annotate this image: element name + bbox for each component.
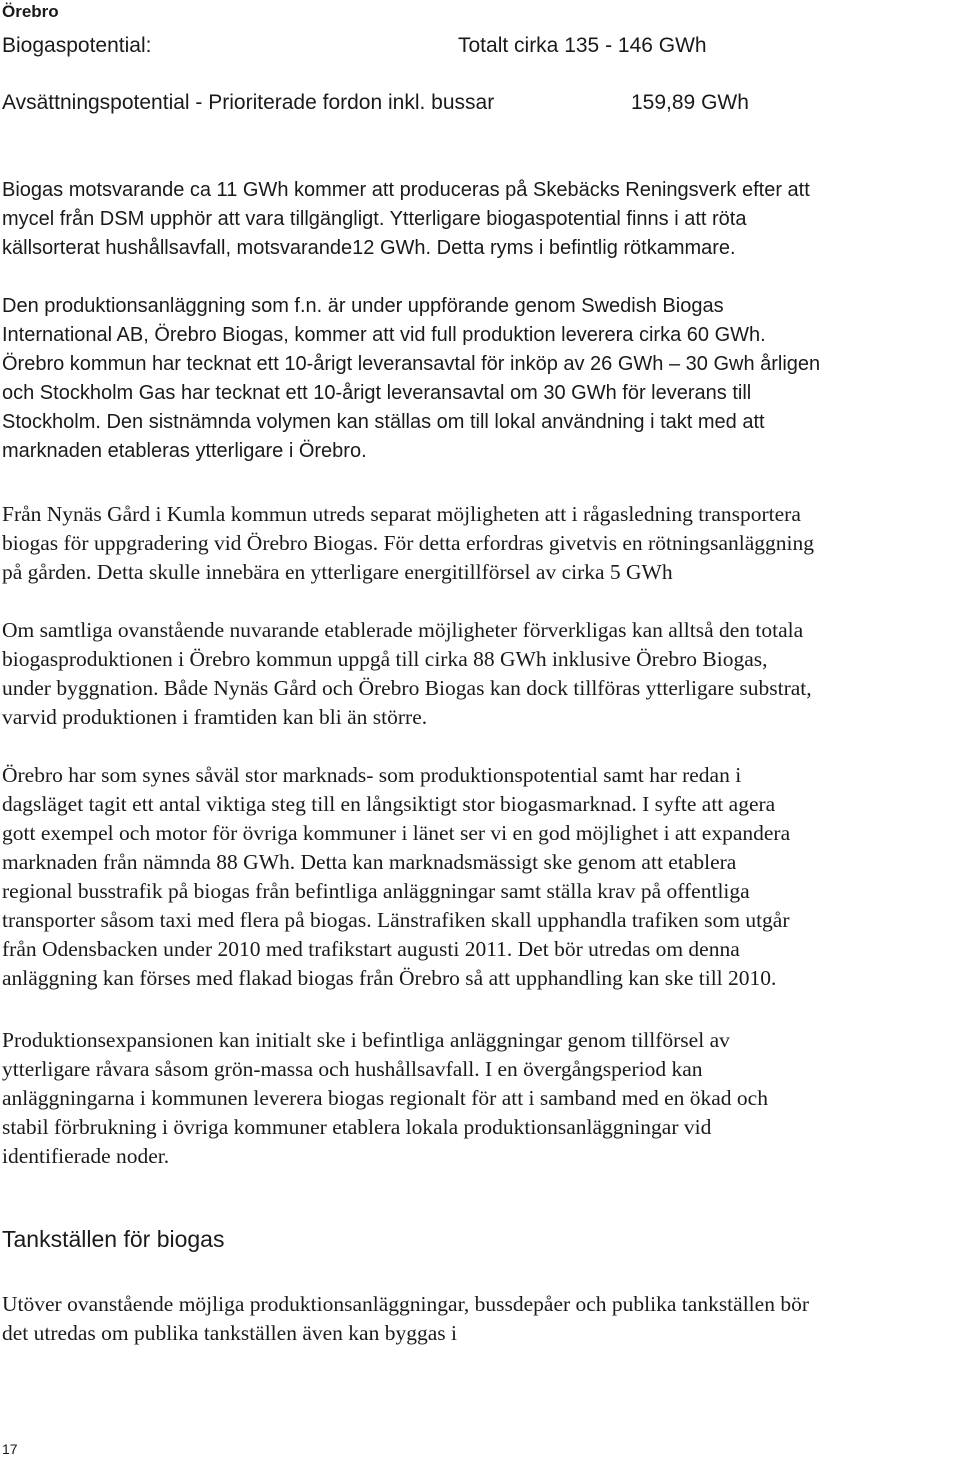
text-line: transporter såsom taxi med flera på biogas. Länstrafiken skall upphandla trafiken som utgår xyxy=(2,908,790,932)
text-line: marknaden från nämnda 88 GWh. Detta kan marknadsmässigt ske genom att etablera xyxy=(2,850,737,874)
text-line: regional busstrafik på biogas från befintliga anläggningar samt ställa krav på offentliga xyxy=(2,879,750,903)
paragraph-production-facility xyxy=(2,292,960,466)
text-line: och Stockholm Gas har tecknat ett 10-årigt leveransavtal om 30 GWh för leverans till xyxy=(2,382,752,404)
text-line: biogas för uppgradering vid Örebro Biogas. För detta erfordras givetvis en rötningsanläggning xyxy=(2,531,815,555)
text-line: mycel från DSM upphör att vara tillgängligt. Ytterligare biogaspotential finns i att röta xyxy=(2,208,747,230)
paragraph-nynas-gard xyxy=(2,500,960,587)
biogas-potential-label: Biogaspotential: xyxy=(2,34,152,57)
text-line: från Odensbacken under 2010 med trafikstart augusti 2011. Det bör utredas om denna xyxy=(2,937,740,961)
text-line: identifierade noder. xyxy=(2,1144,170,1168)
text-line: dagsläget tagit ett antal viktiga steg till en långsiktigt stor biogasmarknad. I syfte att agera xyxy=(2,792,776,816)
text-line: Stockholm. Den sistnämnda volymen kan ställas om till lokal användning i takt med att xyxy=(2,411,765,433)
text-line: Produktionsexpansionen kan initialt ske i befintliga anläggningar genom tillförsel av xyxy=(2,1028,730,1052)
paragraph-biogas-skebacks xyxy=(2,176,960,263)
text-line: Utöver ovanstående möjliga produktionsanläggningar, bussdepåer och publika tankställen bör xyxy=(2,1292,809,1316)
text-line: källsorterat hushållsavfall, motsvarande12 GWh. Detta ryms i befintlig rötkammare. xyxy=(2,237,736,259)
text-line: under byggnation. Både Nynäs Gård och Örebro Biogas kan dock tillföras ytterligare substrat, xyxy=(2,676,812,700)
section-title: Örebro xyxy=(2,2,59,21)
paragraph-tankstallen xyxy=(2,1290,960,1348)
paragraph-total-production xyxy=(2,616,960,732)
text-line: på gården. Detta skulle innebära en ytterligare energitillförsel av cirka 5 GWh xyxy=(2,560,673,584)
biogas-potential-value: Totalt cirka 135 - 146 GWh xyxy=(458,34,707,57)
text-line: Från Nynäs Gård i Kumla kommun utreds separat möjligheten att i rågasledning transportera xyxy=(2,502,801,526)
text-line: biogasproduktionen i Örebro kommun uppgå till cirka 88 GWh inklusive Örebro Biogas, xyxy=(2,647,768,671)
text-line: varvid produktionen i framtiden kan bli än större. xyxy=(2,705,428,729)
market-potential-label: Avsättningspotential - Prioriterade fordon inkl. bussar xyxy=(2,91,495,114)
text-line: anläggning kan förses med flakad biogas från Örebro så att upphandling kan ske till 2010. xyxy=(2,966,777,990)
paragraph-market-potential xyxy=(2,761,960,993)
text-line: International AB, Örebro Biogas, kommer att vid full produktion leverera cirka 60 GWh. xyxy=(2,324,766,346)
text-line: Örebro kommun har tecknat ett 10-årigt leveransavtal för inköp av 26 GWh – 30 Gwh årligen xyxy=(2,353,821,375)
section-heading-tankstallen: Tankställen för biogas xyxy=(2,1226,225,1252)
text-line: anläggningarna i kommunen leverera biogas regionalt för att i samband med en ökad och xyxy=(2,1086,768,1110)
paragraph-production-expansion xyxy=(2,1026,960,1171)
text-line: Om samtliga ovanstående nuvarande etablerade möjligheter förverkligas kan alltså den totala xyxy=(2,618,804,642)
text-line: marknaden etableras ytterligare i Örebro. xyxy=(2,440,367,462)
text-line: stabil förbrukning i övriga kommuner etablera lokala produktionsanläggningar vid xyxy=(2,1115,712,1139)
text-line: Örebro har som synes såväl stor marknads- som produktionspotential samt har redan i xyxy=(2,763,742,787)
text-line: Den produktionsanläggning som f.n. är under uppförande genom Swedish Biogas xyxy=(2,295,724,317)
text-line: det utredas om publika tankställen även kan byggas i xyxy=(2,1321,457,1345)
market-potential-value: 159,89 GWh xyxy=(631,91,749,114)
page-number: 17 xyxy=(2,1441,18,1457)
text-line: gott exempel och motor för övriga kommuner i länet ser vi en god möjlighet i att expandera xyxy=(2,821,791,845)
text-line: ytterligare råvara såsom grön-massa och hushållsavfall. I en övergångsperiod kan xyxy=(2,1057,703,1081)
text-line: Biogas motsvarande ca 11 GWh kommer att produceras på Skebäcks Reningsverk efter att xyxy=(2,179,810,201)
